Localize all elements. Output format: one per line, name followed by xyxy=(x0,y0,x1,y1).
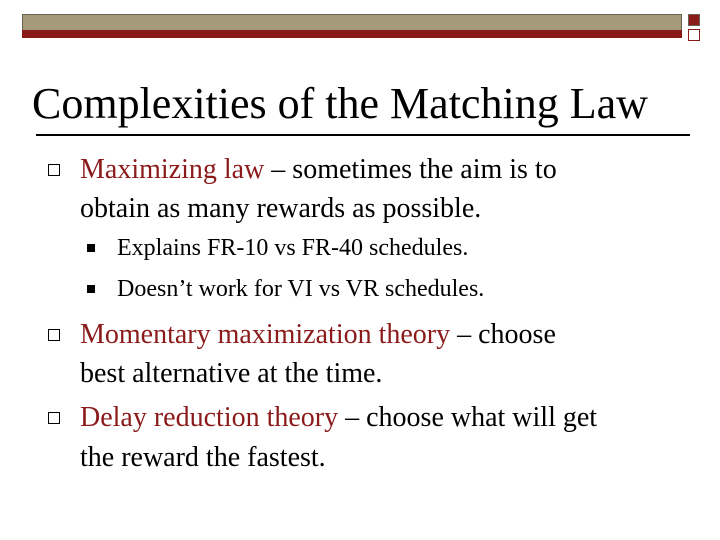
hollow-square-bullet-icon xyxy=(48,329,60,341)
bullet-2-text: – choose xyxy=(450,319,556,350)
slide-title: Complexities of the Matching Law xyxy=(32,79,648,128)
hollow-square-bullet-icon xyxy=(48,412,60,424)
filled-square-bullet-icon xyxy=(87,285,95,293)
bullet-3-term: Delay reduction theory xyxy=(80,402,339,433)
sub-bullet-2: Doesn’t work for VI vs VR schedules. xyxy=(117,276,485,302)
bullet-3-line-2: the reward the fastest. xyxy=(80,442,326,473)
bullet-2-line-2: best alternative at the time. xyxy=(80,358,383,389)
bullet-2-term: Momentary maximization theory xyxy=(80,319,451,350)
title-divider xyxy=(36,134,690,136)
hollow-square-bullet-icon xyxy=(48,164,60,176)
filled-square-bullet-icon xyxy=(87,244,95,252)
corner-square-filled xyxy=(688,14,700,26)
bullet-2-line-1 xyxy=(80,318,556,352)
sub-bullet-1: Explains FR-10 vs FR-40 schedules. xyxy=(117,235,469,261)
bullet-1-line-1 xyxy=(80,153,557,187)
bullet-3-text: – choose what will get xyxy=(338,402,598,433)
bullet-1-line-2: obtain as many rewards as possible. xyxy=(80,193,482,224)
corner-square-outline xyxy=(688,29,700,41)
bullet-1-term: Maximizing law xyxy=(80,154,265,185)
header-accent-stripe xyxy=(22,30,682,38)
bullet-1-text: – sometimes the aim is to xyxy=(264,154,557,185)
bullet-3-line-1 xyxy=(80,401,597,435)
